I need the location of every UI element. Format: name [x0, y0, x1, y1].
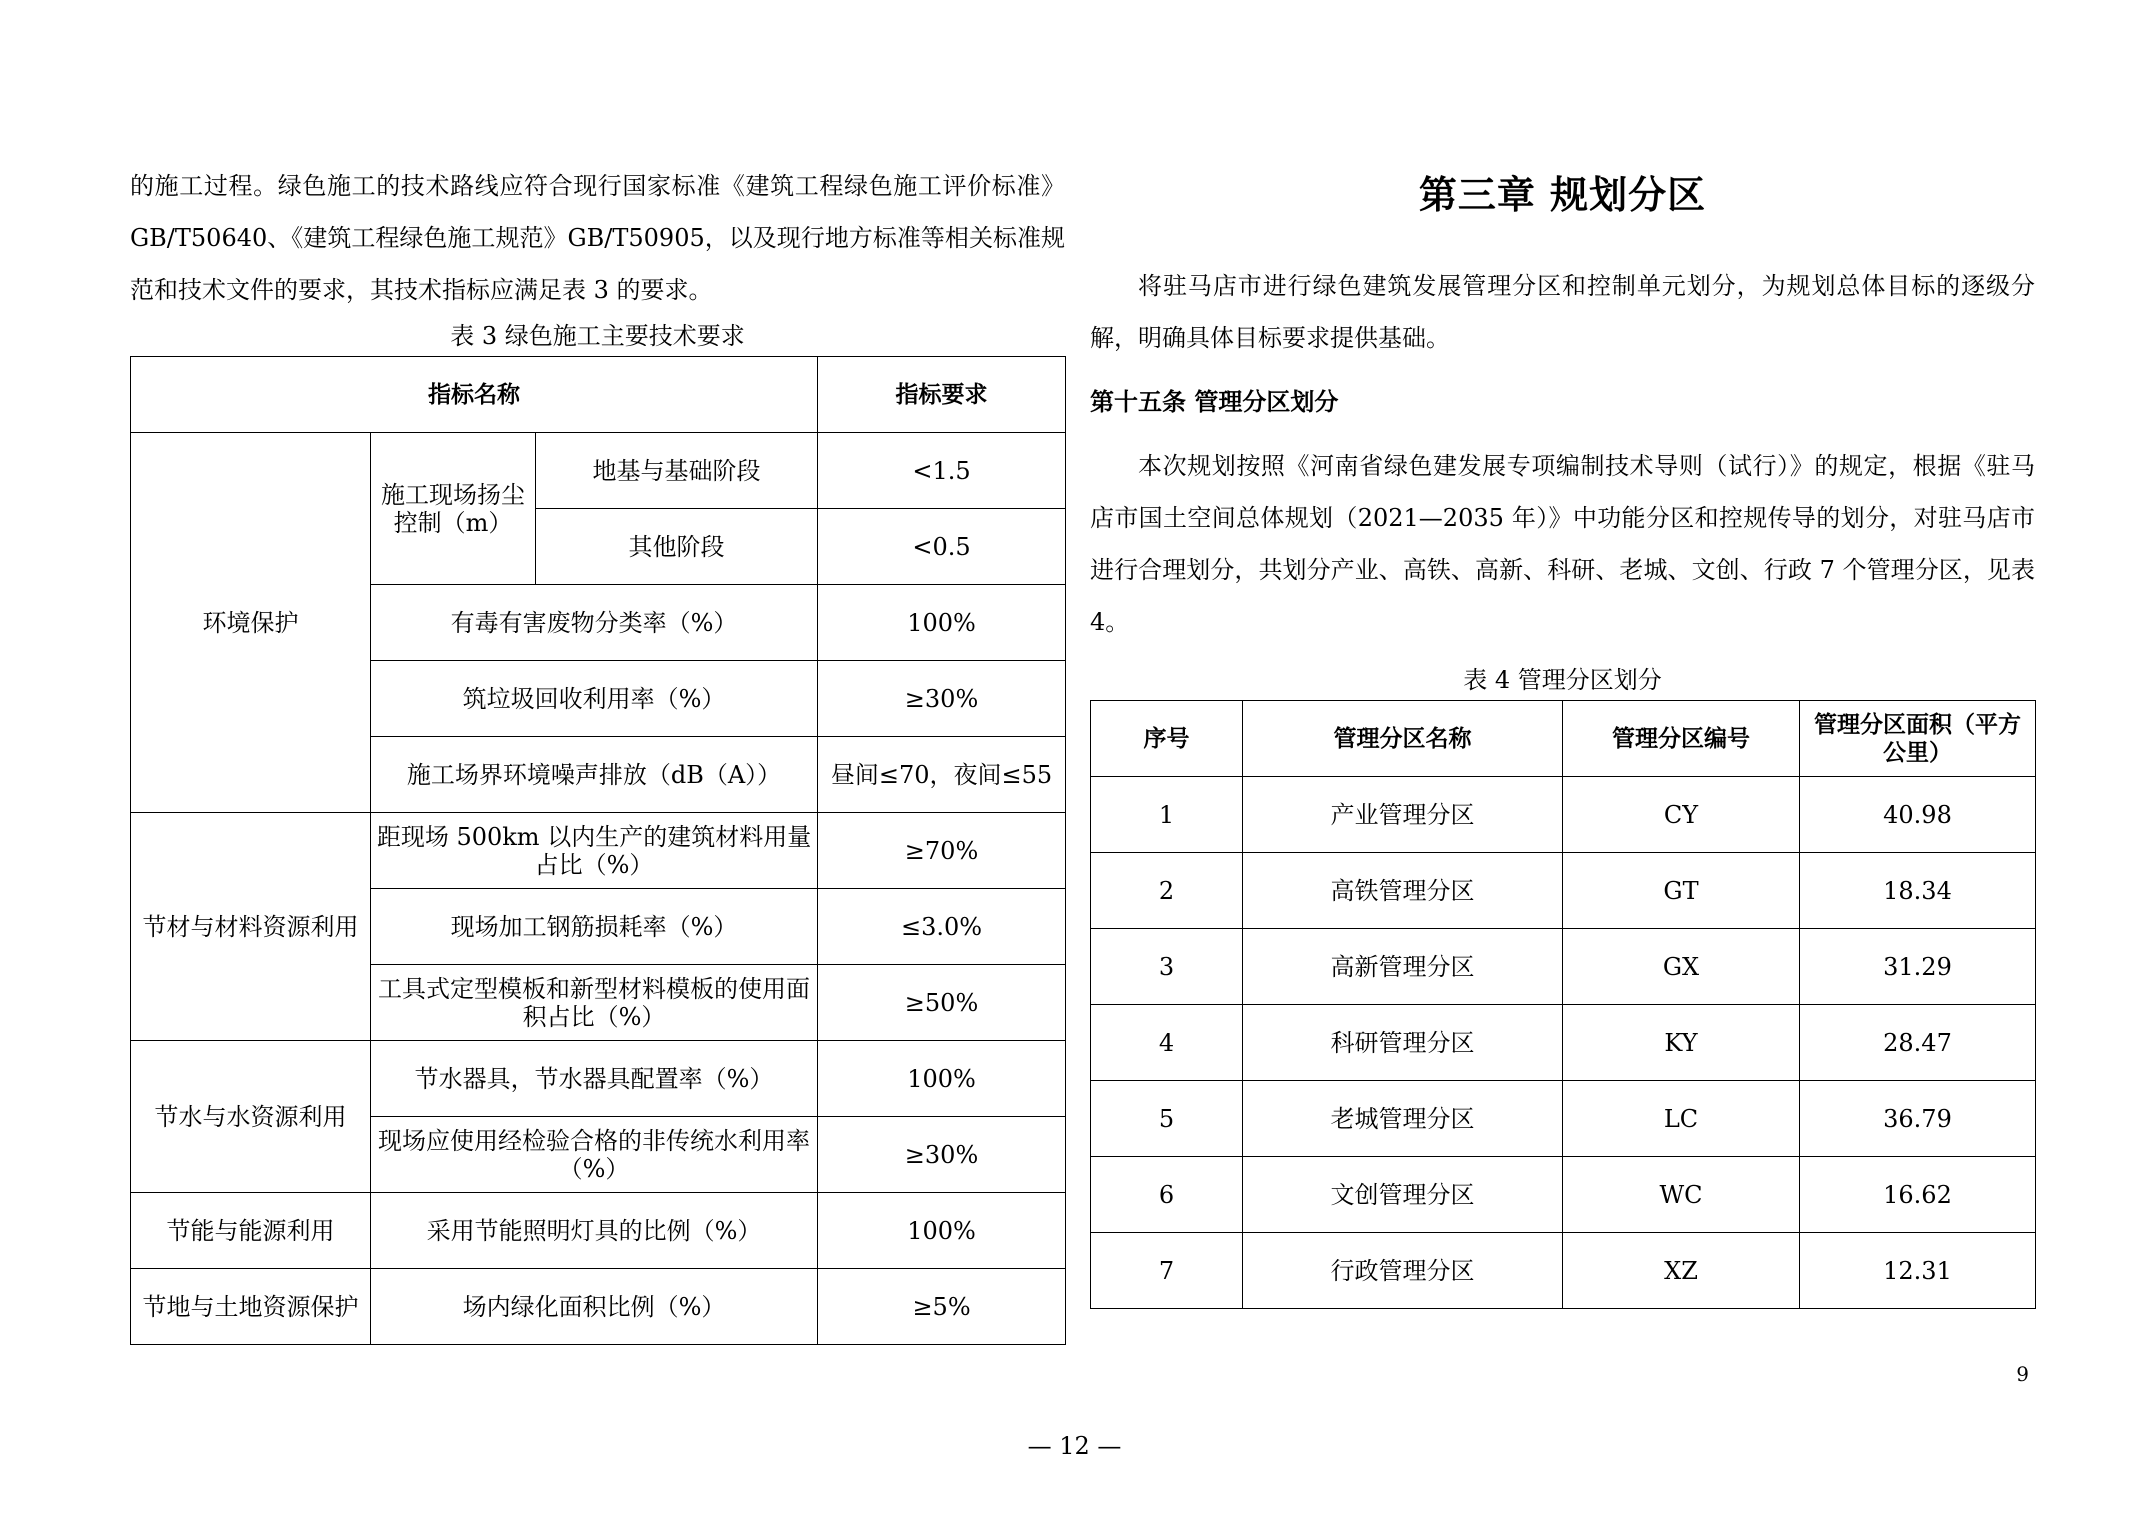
local-material: 距现场 500km 以内生产的建筑材料用量占比（%） [371, 813, 818, 889]
value-noise: 昼间≤70，夜间≤55 [818, 737, 1066, 813]
table4-header-cell: 管理分区编号 [1563, 701, 1800, 777]
table4-cell: 文创管理分区 [1243, 1157, 1563, 1233]
value-foundation: <1.5 [818, 433, 1066, 509]
table4-cell: 3 [1091, 929, 1243, 1005]
chapter-title: 第三章 规划分区 [1418, 173, 1707, 217]
table4-cell: 12.31 [1800, 1233, 2036, 1309]
value-other: <0.5 [818, 509, 1066, 585]
table4-cell: 7 [1091, 1233, 1243, 1309]
table4-cell: GT [1563, 853, 1800, 929]
table3 [130, 356, 1066, 1345]
value-steel: ≤3.0% [818, 889, 1066, 965]
lighting: 采用节能照明灯具的比例（%） [371, 1193, 818, 1269]
steel-loss: 现场加工钢筋损耗率（%） [371, 889, 818, 965]
right-column [1090, 160, 2035, 1309]
value-green: ≥5% [818, 1269, 1066, 1345]
table4-cell: 行政管理分区 [1243, 1233, 1563, 1309]
table4-header-cell: 序号 [1091, 701, 1243, 777]
table4-cell: GX [1563, 929, 1800, 1005]
table-row [1091, 777, 2036, 853]
formwork: 工具式定型模板和新型材料模板的使用面积占比（%） [371, 965, 818, 1041]
table4-cell: KY [1563, 1005, 1800, 1081]
table4-cell: 40.98 [1800, 777, 2036, 853]
table-row [1091, 853, 2036, 929]
table-row [1091, 1005, 2036, 1081]
stage-other: 其他阶段 [536, 509, 818, 585]
value-local: ≥70% [818, 813, 1066, 889]
toxic-waste: 有毒有害废物分类率（%） [371, 585, 818, 661]
inner-page-number: 9 [2016, 1362, 2029, 1386]
table4-cell: 高铁管理分区 [1243, 853, 1563, 929]
table4-cell: 老城管理分区 [1243, 1081, 1563, 1157]
category-env: 环境保护 [131, 433, 371, 813]
footer-page-number: — 12 — [1027, 1432, 1122, 1460]
table4 [1090, 700, 2036, 1309]
table4-header-cell: 管理分区名称 [1243, 701, 1563, 777]
category-material: 节材与材料资源利用 [131, 813, 371, 1041]
article-title: 第十五条 管理分区划分 [1090, 388, 1339, 416]
left-column [130, 160, 1065, 1345]
table-row [1091, 1157, 2036, 1233]
table4-cell: CY [1563, 777, 1800, 853]
category-land: 节地与土地资源保护 [131, 1269, 371, 1345]
nontraditional-water: 现场应使用经检验合格的非传统水利用率（%） [371, 1117, 818, 1193]
waste-recycle: 筑垃圾回收利用率（%） [371, 661, 818, 737]
dust-control: 施工现场扬尘控制（m） [371, 433, 536, 585]
noise: 施工场界环境噪声排放（dB（A）） [371, 737, 818, 813]
category-water: 节水与水资源利用 [131, 1041, 371, 1193]
table4-header-cell: 管理分区面积（平方公里） [1800, 701, 2036, 777]
table4-cell: 18.34 [1800, 853, 2036, 929]
value-lighting: 100% [818, 1193, 1066, 1269]
table3-header-requirement: 指标要求 [818, 357, 1066, 433]
table4-cell: 产业管理分区 [1243, 777, 1563, 853]
value-toxic: 100% [818, 585, 1066, 661]
article-text: 本次规划按照《河南省绿色建发展专项编制技术导则（试行）》的规定，根据《驻马店市国土空间总体规划（2021—2035 年）》中功能分区和控规传导的划分，对驻马店市进行合理划分，共划分产业、高铁、高新、科研、老城、文创、行政 7 个管理分区，见表 4。 [1090, 452, 2035, 636]
table4-header-row [1091, 701, 2036, 777]
water-fixture: 节水器具，节水器具配置率（%） [371, 1041, 818, 1117]
table3-header-name: 指标名称 [131, 357, 818, 433]
value-waste: ≥30% [818, 661, 1066, 737]
table4-cell: 36.79 [1800, 1081, 2036, 1157]
table4-cell: 5 [1091, 1081, 1243, 1157]
table4-cell: 6 [1091, 1157, 1243, 1233]
table-row [1091, 1233, 2036, 1309]
table4-cell: 16.62 [1800, 1157, 2036, 1233]
category-energy: 节能与能源利用 [131, 1193, 371, 1269]
green-area: 场内绿化面积比例（%） [371, 1269, 818, 1345]
stage-foundation: 地基与基础阶段 [536, 433, 818, 509]
table4-cell: WC [1563, 1157, 1800, 1233]
table4-cell: 31.29 [1800, 929, 2036, 1005]
table4-caption: 表 4 管理分区划分 [1463, 666, 1662, 694]
table-row [1091, 929, 2036, 1005]
table4-cell: 科研管理分区 [1243, 1005, 1563, 1081]
table3-caption: 表 3 绿色施工主要技术要求 [450, 322, 745, 350]
table4-cell: LC [1563, 1081, 1800, 1157]
table4-cell: 高新管理分区 [1243, 929, 1563, 1005]
table4-cell: 2 [1091, 853, 1243, 929]
chapter-intro: 将驻马店市进行绿色建筑发展管理分区和控制单元划分，为规划总体目标的逐级分解，明确具体目标要求提供基础。 [1090, 272, 2035, 352]
value-fixture: 100% [818, 1041, 1066, 1117]
value-nontraditional: ≥30% [818, 1117, 1066, 1193]
value-formwork: ≥50% [818, 965, 1066, 1041]
table4-cell: XZ [1563, 1233, 1800, 1309]
table-row [1091, 1081, 2036, 1157]
table4-cell: 1 [1091, 777, 1243, 853]
table4-cell: 4 [1091, 1005, 1243, 1081]
left-paragraph: 的施工过程。绿色施工的技术路线应符合现行国家标准《建筑工程绿色施工评价标准》GB/T50640、《建筑工程绿色施工规范》GB/T50905，以及现行地方标准等相关标准规范和技术文件的要求，其技术指标应满足表 3 的要求。 [130, 172, 1065, 304]
table4-cell: 28.47 [1800, 1005, 2036, 1081]
